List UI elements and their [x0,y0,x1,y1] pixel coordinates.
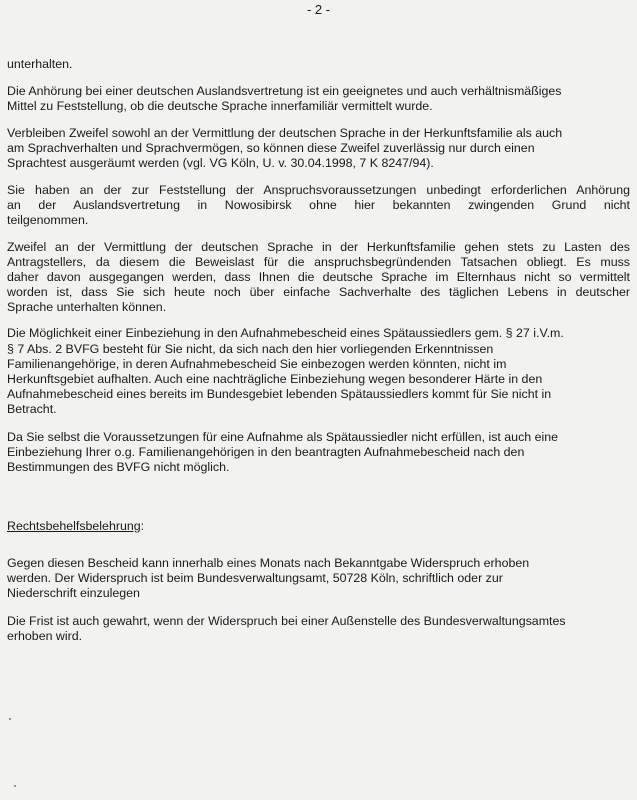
paragraph-line: werden. Der Widerspruch ist beim Bundesverwaltungsamt, 50728 Köln, schriftlich oder zur [7,571,503,585]
paragraph-line: an der Auslandsvertretung in Nowosibirsk ohne hier bekannten zwingenden Grund nicht [7,198,630,212]
paragraph-line: Sie haben an der zur Feststellung der Anspruchsvoraussetzungen unbedingt erforderlichen Anhörung [7,183,630,197]
paragraph-line: Bestimmungen des BVFG nicht möglich. [7,460,230,474]
paragraph-line: Verbleiben Zweifel sowohl an der Vermittlung der deutschen Sprache in der Herkunftsfamilie als auch [7,126,563,140]
paragraph-line: Einbeziehung Ihrer o.g. Familienangehörigen in den beantragten Aufnahmebescheid nach den [7,445,525,459]
paragraph-line: Gegen diesen Bescheid kann innerhalb eines Monats nach Bekanntgabe Widerspruch erhoben [7,556,530,570]
paragraph-line: § 7 Abs. 2 BVFG besteht für Sie nicht, da sich nach den hier vorliegenden Erkenntnissen [7,342,494,356]
paragraph-line: teilgenommen. [7,213,89,227]
page-number: - 2 - [306,2,331,17]
paragraph-line: worden ist, dass Sie sich heute noch über einfache Sachverhalte des täglichen Lebens in deutscher [7,285,630,299]
paragraph-line: Mittel zu Feststellung, ob die deutsche Sprache innerfamiliär vermittelt wurde. [7,99,433,113]
scan-speck [14,785,16,787]
scan-speck [9,718,11,720]
paragraph-line: Antragstellers, da diesem die Beweislast für die anspruchsbegründenden Tatsachen obliegt. Es muss [7,255,630,269]
paragraph-line: Die Möglichkeit einer Einbeziehung in den Aufnahmebescheid eines Spätaussiedlers gem. § 27 i.V.m. [7,326,564,340]
paragraph-line: Da Sie selbst die Voraussetzungen für eine Aufnahme als Spätaussiedler nicht erfüllen, ist auch eine [7,430,559,444]
remedy-heading-colon: : [140,519,145,533]
paragraph-line: Sprache unterhalten können. [7,300,167,314]
paragraph-line: Sprachtest ausgeräumt werden (vgl. VG Köln, U. v. 30.04.1998, 7 K 8247/94). [7,156,434,170]
paragraph-line: Herkunftsgebiet aufhalten. Auch eine nachträgliche Einbeziehung wegen besonderer Härte in den [7,372,543,386]
remedy-heading [7,519,144,534]
paragraph-line: Zweifel an der Vermittlung der deutschen Sprache in der Herkunftsfamilie gehen stets zu Lasten des [7,240,630,254]
paragraph-line: erhoben wird. [7,629,83,643]
paragraph-line: unterhalten. [7,57,73,71]
paragraph-line: Betracht. [7,402,57,416]
paragraph-line: Familienangehörige, in deren Aufnahmebescheid Sie einbezogen werden könnten, nicht im [7,357,507,371]
remedy-heading-text: Rechtsbehelfsbelehrung [7,519,141,533]
paragraph-line: Aufnahmebescheid eines bereits im Bundesgebiet lebenden Spätaussiedlers kommt für Sie nicht in [7,387,552,401]
paragraph-line: Die Frist ist auch gewahrt, wenn der Widerspruch bei einer Außenstelle des Bundesverwaltungsamtes [7,614,566,628]
paragraph-line: Niederschrift einzulegen [7,586,140,600]
paragraph-line: am Sprachverhalten und Sprachvermögen, so können diese Zweifel zuverlässig nur durch einen [7,141,535,155]
paragraph-line: daher davon ausgegangen werden, dass Ihnen die deutsche Sprache im Elternhaus nicht so vermittelt [7,270,630,284]
paragraph-line: Die Anhörung bei einer deutschen Auslandsvertretung ist ein geeignetes und auch verhältnismäßiges [7,84,562,98]
